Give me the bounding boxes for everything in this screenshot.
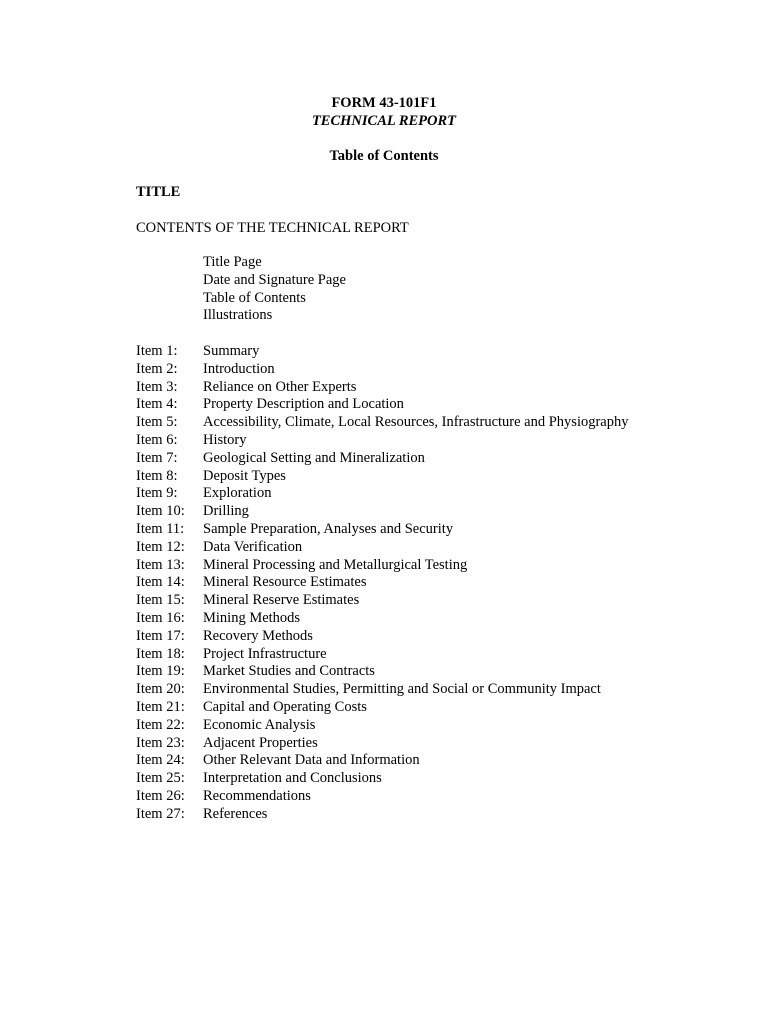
item-number: Item 27: (136, 805, 185, 822)
item-label: Exploration (203, 485, 272, 502)
item-label: Summary (203, 343, 260, 359)
item-label: Mineral Resource Estimates (203, 574, 367, 591)
list-item (136, 699, 628, 717)
item-number: Item 15: (136, 592, 185, 609)
item-label: Geological Setting and Mineralization (203, 449, 425, 466)
item-label: Introduction (203, 360, 275, 377)
item-number: Item 14: (136, 574, 185, 591)
list-item (136, 343, 628, 361)
item-label: History (203, 431, 247, 448)
list-item (136, 788, 628, 806)
item-number: Item 3: (136, 378, 178, 395)
item-label: Other Relevant Data and Information (203, 752, 420, 769)
list-item (136, 610, 628, 628)
item-label: Mining Methods (203, 609, 301, 626)
item-label: Adjacent Properties (203, 734, 318, 751)
item-label: Environmental Studies, Permitting and Social or Community Impact (203, 681, 601, 698)
toc-heading: Table of Contents (329, 148, 439, 164)
form-id: FORM 43-101F1 (331, 95, 437, 111)
item-number: Item 18: (136, 645, 185, 662)
item-label: Mineral Processing and Metallurgical Testing (203, 556, 468, 573)
list-item (136, 574, 628, 592)
item-label: References (203, 805, 268, 822)
item-number: Item 25: (136, 770, 185, 787)
item-label: Reliance on Other Experts (203, 378, 357, 395)
list-item (136, 735, 628, 753)
items-list (136, 343, 628, 824)
item-number: Item 17: (136, 627, 185, 644)
item-number: Item 22: (136, 716, 185, 733)
list-item (136, 663, 628, 681)
item-number: Item 24: (136, 752, 185, 769)
item-number: Item 23: (136, 734, 185, 751)
item-number: Item 7: (136, 449, 178, 466)
list-item (136, 539, 628, 557)
item-number: Item 8: (136, 467, 178, 484)
item-label: Sample Preparation, Analyses and Security (203, 520, 454, 537)
item-label: Project Infrastructure (203, 645, 327, 662)
item-number: Item 2: (136, 360, 178, 377)
list-item (136, 361, 628, 379)
item-label: Drilling (203, 503, 249, 520)
list-item (136, 646, 628, 664)
list-item (136, 681, 628, 699)
front-matter-item: Illustrations (203, 307, 273, 324)
item-number: Item 1: (136, 343, 178, 359)
item-label: Economic Analysis (203, 716, 316, 733)
list-item (136, 485, 628, 503)
list-item (136, 592, 628, 610)
list-item (136, 806, 628, 824)
list-item (136, 752, 628, 770)
front-matter-item: Date and Signature Page (203, 271, 346, 288)
item-number: Item 21: (136, 698, 185, 715)
item-number: Item 5: (136, 414, 178, 431)
item-number: Item 4: (136, 396, 178, 413)
item-label: Data Verification (203, 538, 303, 555)
item-number: Item 16: (136, 609, 185, 626)
list-item (136, 503, 628, 521)
list-item (136, 450, 628, 468)
item-number: Item 11: (136, 520, 185, 537)
item-number: Item 12: (136, 538, 185, 555)
front-matter-item: Title Page (203, 254, 262, 270)
list-item (136, 414, 628, 432)
item-number: Item 19: (136, 663, 185, 680)
item-label: Deposit Types (203, 467, 286, 484)
item-label: Mineral Reserve Estimates (203, 592, 360, 609)
item-label: Recommendations (203, 787, 311, 804)
item-label: Accessibility, Climate, Local Resources, Infrastructure and Physiography (203, 414, 629, 431)
list-item (136, 521, 628, 539)
item-label: Recovery Methods (203, 627, 313, 644)
front-matter-list (203, 254, 346, 325)
list-item (136, 628, 628, 646)
item-label: Interpretation and Conclusions (203, 770, 382, 787)
contents-heading: CONTENTS OF THE TECHNICAL REPORT (136, 220, 409, 236)
item-number: Item 13: (136, 556, 185, 573)
item-number: Item 9: (136, 485, 178, 502)
list-item (136, 770, 628, 788)
item-number: Item 10: (136, 503, 185, 520)
list-item (136, 396, 628, 414)
item-label: Property Description and Location (203, 396, 404, 413)
front-matter-item: Table of Contents (203, 289, 306, 306)
list-item (136, 717, 628, 735)
list-item (136, 557, 628, 575)
report-title: TECHNICAL REPORT (311, 113, 457, 129)
item-label: Capital and Operating Costs (203, 698, 367, 715)
item-number: Item 6: (136, 431, 178, 448)
list-item (136, 379, 628, 397)
list-item (136, 432, 628, 450)
list-item (136, 468, 628, 486)
item-label: Market Studies and Contracts (203, 663, 375, 680)
title-heading: TITLE (136, 184, 181, 200)
item-number: Item 20: (136, 681, 185, 698)
item-number: Item 26: (136, 787, 185, 804)
